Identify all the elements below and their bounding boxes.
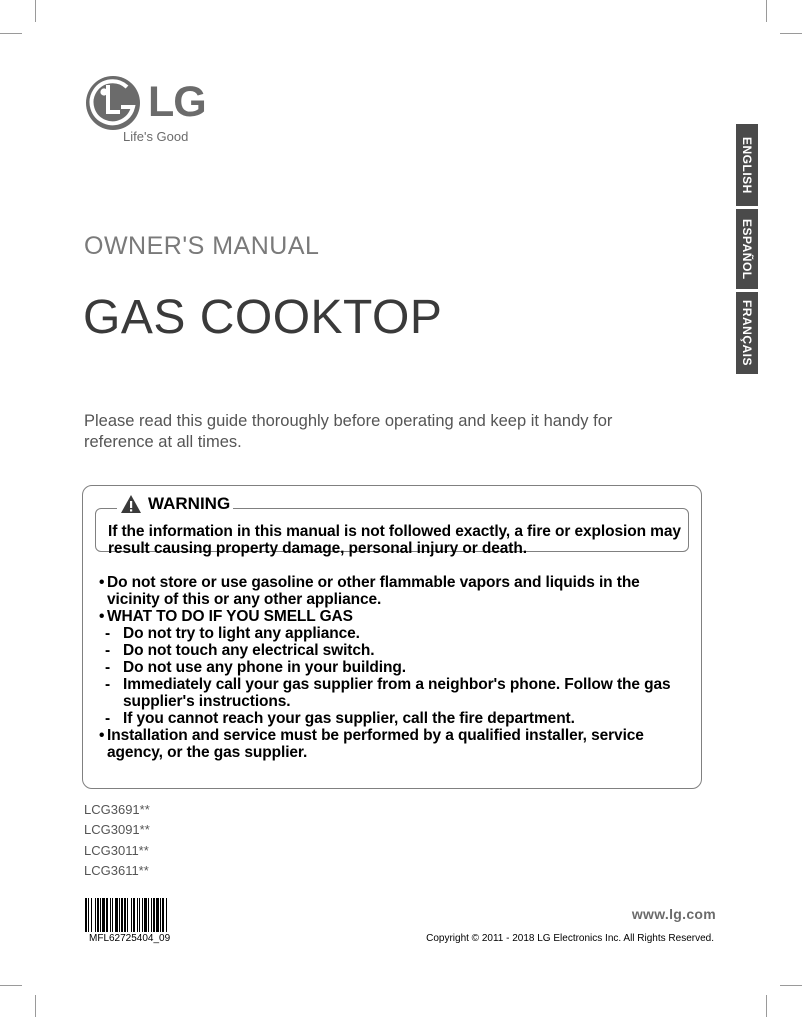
list-item: • WHAT TO DO IF YOU SMELL GAS (99, 608, 353, 625)
intro-text: Please read this guide thoroughly before operating and keep it handy for reference at all times. (84, 412, 613, 451)
crop-mark (780, 33, 802, 34)
warning-title: WARNING (148, 494, 231, 513)
list-item: - Do not touch any electrical switch. (105, 642, 375, 659)
document-title: GAS COOKTOP (83, 291, 443, 344)
crop-mark (780, 985, 802, 986)
list-item: - Do not use any phone in your building. (105, 659, 406, 676)
model-number: LCG3611** (84, 862, 149, 878)
list-item: - Do not try to light any appliance. (105, 625, 360, 642)
crop-mark (0, 33, 22, 34)
language-tab-espanol[interactable]: ESPAÑOL (736, 209, 758, 289)
lg-logo-face-icon (84, 74, 144, 134)
warning-triangle-icon (120, 494, 142, 514)
lg-logo (84, 74, 234, 146)
warning-header (117, 494, 233, 514)
brand-wordmark: LG (148, 78, 206, 126)
model-number: LCG3091** (84, 822, 150, 838)
model-list (84, 800, 150, 881)
language-tabs (736, 124, 758, 377)
model-number: LCG3691** (84, 802, 150, 817)
list-item: • Do not store or use gasoline or other flammable vapors and liquids in the vicinity of this or any other appliance. (99, 574, 640, 608)
website-link[interactable]: www.lg.com (631, 906, 716, 922)
brand-tagline: Life's Good (123, 129, 189, 144)
model-number: LCG3011** (84, 842, 149, 858)
language-tab-english[interactable]: ENGLISH (736, 124, 758, 206)
list-item: • Installation and service must be performed by a qualified installer, service agency, or the gas supplier. (99, 727, 644, 761)
warning-list (99, 574, 691, 761)
language-tab-francais[interactable]: FRANÇAIS (736, 292, 758, 374)
warning-box (82, 485, 702, 789)
crop-mark (766, 995, 767, 1017)
barcode-icon (85, 898, 205, 932)
crop-mark (766, 0, 767, 22)
crop-mark (35, 0, 36, 22)
crop-mark (0, 985, 22, 986)
warning-headline: If the information in this manual is not followed exactly, a fire or explosion may result causing property damage, personal injury or death. (108, 523, 681, 557)
list-item: - If you cannot reach your gas supplier, call the fire department. (105, 710, 575, 727)
list-item: - Immediately call your gas supplier from a neighbor's phone. Follow the gas supplier's instructions. (105, 676, 671, 710)
crop-mark (35, 995, 36, 1017)
part-number: MFL62725404_09 (89, 933, 171, 944)
copyright-text: Copyright © 2011 - 2018 LG Electronics Inc. All Rights Reserved. (426, 933, 714, 944)
document-subtitle: OWNER'S MANUAL (84, 232, 320, 260)
